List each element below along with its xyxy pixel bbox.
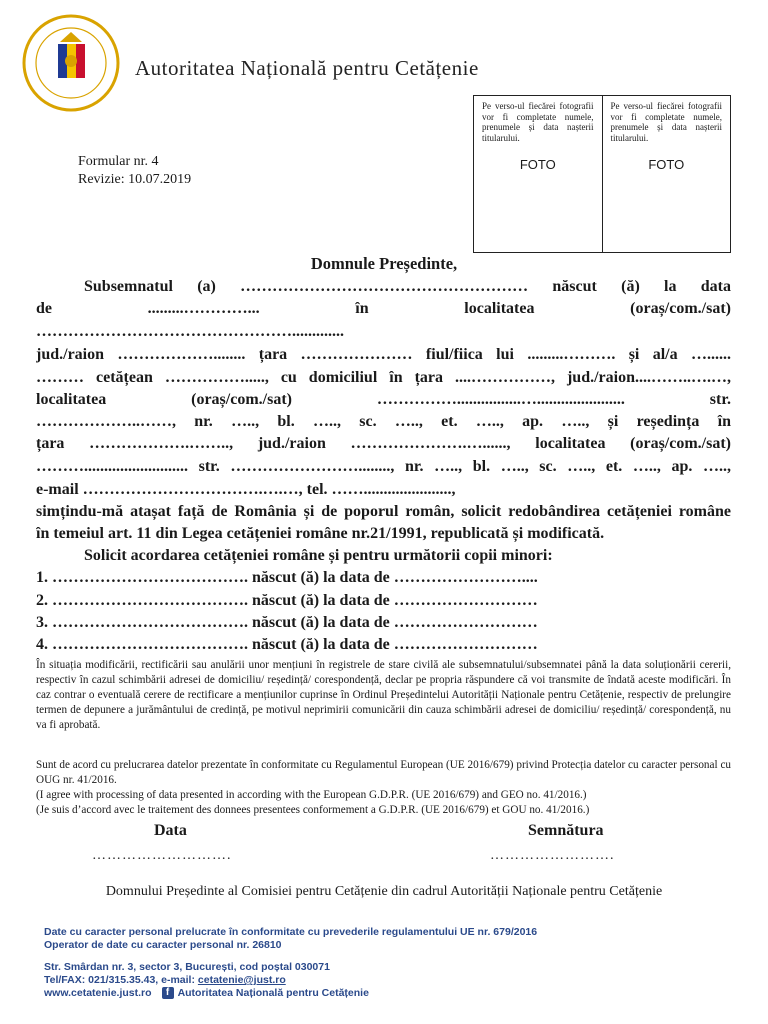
- agency-logo: [22, 14, 120, 112]
- form-line: jud./raion ………………........ țara ………………… fiul/fiica lui .........………. și al/a …......: [36, 346, 731, 363]
- form-line: localitatea (oraș/com./sat) ……………................…...................... str.: [36, 391, 731, 408]
- contact-line: [44, 974, 286, 987]
- data-notice-2: Operator de date cu caracter personal nr. 26810: [44, 939, 282, 951]
- facebook-icon[interactable]: f: [162, 987, 174, 999]
- salutation: Domnule Președinte,: [310, 254, 458, 273]
- gdpr-ro: Sunt de acord cu prelucrarea datelor prezentate în conformitate cu Regulamentul European (UE 2016/679) privind Protecția datelor cu caracter personal cu OUG nr. 41/2016.: [36, 759, 731, 786]
- form-line: ………………..……, nr. ….., bl. ….., sc. ….., et. ….., ap. ….., și reședința în: [36, 413, 731, 430]
- form-line: ……… cetățean ……………....., cu domiciliul în țara ....……………, jud./raion....……..….…,: [36, 369, 731, 386]
- form-line: ……….......................... str. ……………………........, nr. ….., bl. ….., sc. ….., et. ….., ap. …..,: [36, 458, 731, 475]
- gdpr-en: (I agree with processing of data presented in according with the European G.D.P.R. (UE 2016/679) and GEO no. 41/2016.): [36, 789, 587, 801]
- data-notice-1: Date cu caracter personal prelucrate în conformitate cu prevederile regulamentului UE nr. 679/2016: [44, 926, 538, 938]
- web-line: [44, 987, 369, 1000]
- form-line: e-mail …………………………….….…, tel. ……......................,: [36, 481, 456, 498]
- form-line: în temeiul art. 11 din Legea cetățeniei române nr.21/1991, republicată și modificată.: [36, 525, 605, 542]
- form-line: ………………………………………….............: [36, 323, 344, 340]
- form-line: de .........…………... în localitatea (oraș/com./sat): [36, 300, 731, 317]
- date-label: Data: [154, 822, 187, 839]
- child-line: 4. ………………………………. născut (ă) la data de ………………………: [36, 636, 538, 653]
- photo-box: [474, 96, 602, 252]
- form-line: simțindu-mă atașat față de România și de poporul român, solicit redobândirea cetățeniei române: [36, 503, 731, 520]
- addressee: Domnului Președinte al Comisiei pentru Cetățenie din cadrul Autorității Naționale pentru Cetățenie: [105, 884, 663, 899]
- form-meta: [78, 153, 191, 189]
- website-link[interactable]: www.cetatenie.just.ro: [44, 987, 152, 999]
- notice-text: În situația modificării, rectificării sau anulării unor mențiuni în registrele de stare civilă ale subsemnatului/subsemnatei până la data soluționării cererii, respectiv în cazul schimbării adresei de domiciliu/ reședință/ corespondență, declar pe propria răspundere că voi transmite de îndată aceste modificări. În caz contrar o eventuală cerere de rectificare a mențiunilor cuprinse în Ordinul Președintelui Autorității Naționale pentru Cetățenie, respectiv de prelungire termen de depunere a jurământului de credință, pe motivul neprimirii comunicării din cauza schimbării adresei de domiciliu/ reședință/ corespondență, nu va fi aprobată.: [36, 659, 731, 731]
- photo-area: [473, 95, 731, 253]
- form-revision: Revizie: 10.07.2019: [78, 172, 192, 187]
- form-line: Subsemnatul (a) ……………………………………………… născut (ă) la data: [84, 278, 731, 295]
- signature-field[interactable]: …………………….: [490, 848, 615, 863]
- child-line: 2. ………………………………. născut (ă) la data de ………………………: [36, 592, 538, 609]
- agency-title: Autoritatea Națională pentru Cetățenie: [135, 56, 479, 80]
- signature-label: Semnătura: [528, 822, 604, 839]
- gdpr-consent: [36, 758, 731, 818]
- gdpr-fr: (Je suis d’accord avec le traitement des donnees presentees conformement a G.D.P.R. (UE 2016/679) et GOU no. 41/2016.): [36, 804, 590, 816]
- child-line: 3. ………………………………. născut (ă) la data de ………………………: [36, 614, 538, 631]
- email-link[interactable]: cetatenie@just.ro: [197, 974, 286, 986]
- photo-note: Pe verso-ul fiecărei fotografii vor fi completate numele, prenumele și data nașterii titularului.: [610, 101, 722, 143]
- photo-box: [602, 96, 731, 252]
- address: Str. Smârdan nr. 3, sector 3, București, cod poștal 030071: [44, 961, 330, 973]
- photo-label: FOTO: [648, 157, 685, 172]
- photo-note: Pe verso-ul fiecărei fotografii vor fi completate numele, prenumele și data nașterii titularului.: [482, 101, 594, 143]
- contact-prefix: Tel/FAX: 021/315.35.43, e-mail:: [44, 974, 195, 986]
- child-line: 1. ………………………………. născut (ă) la data de ……………………....: [36, 569, 538, 586]
- facebook-link[interactable]: Autoritatea Națională pentru Cetățenie: [177, 987, 369, 999]
- form-line: Solicit acordarea cetățeniei române și pentru următorii copii minori:: [84, 547, 553, 564]
- form-line: țara ……………….…….., jud./raion ………………….…......, localitatea (oraș/com./sat): [36, 435, 731, 452]
- date-field[interactable]: ……………………….: [92, 848, 232, 863]
- form-number: Formular nr. 4: [78, 154, 159, 169]
- legal-notice: [36, 658, 731, 733]
- photo-label: FOTO: [519, 157, 556, 172]
- coat-of-arms-icon: [22, 14, 120, 112]
